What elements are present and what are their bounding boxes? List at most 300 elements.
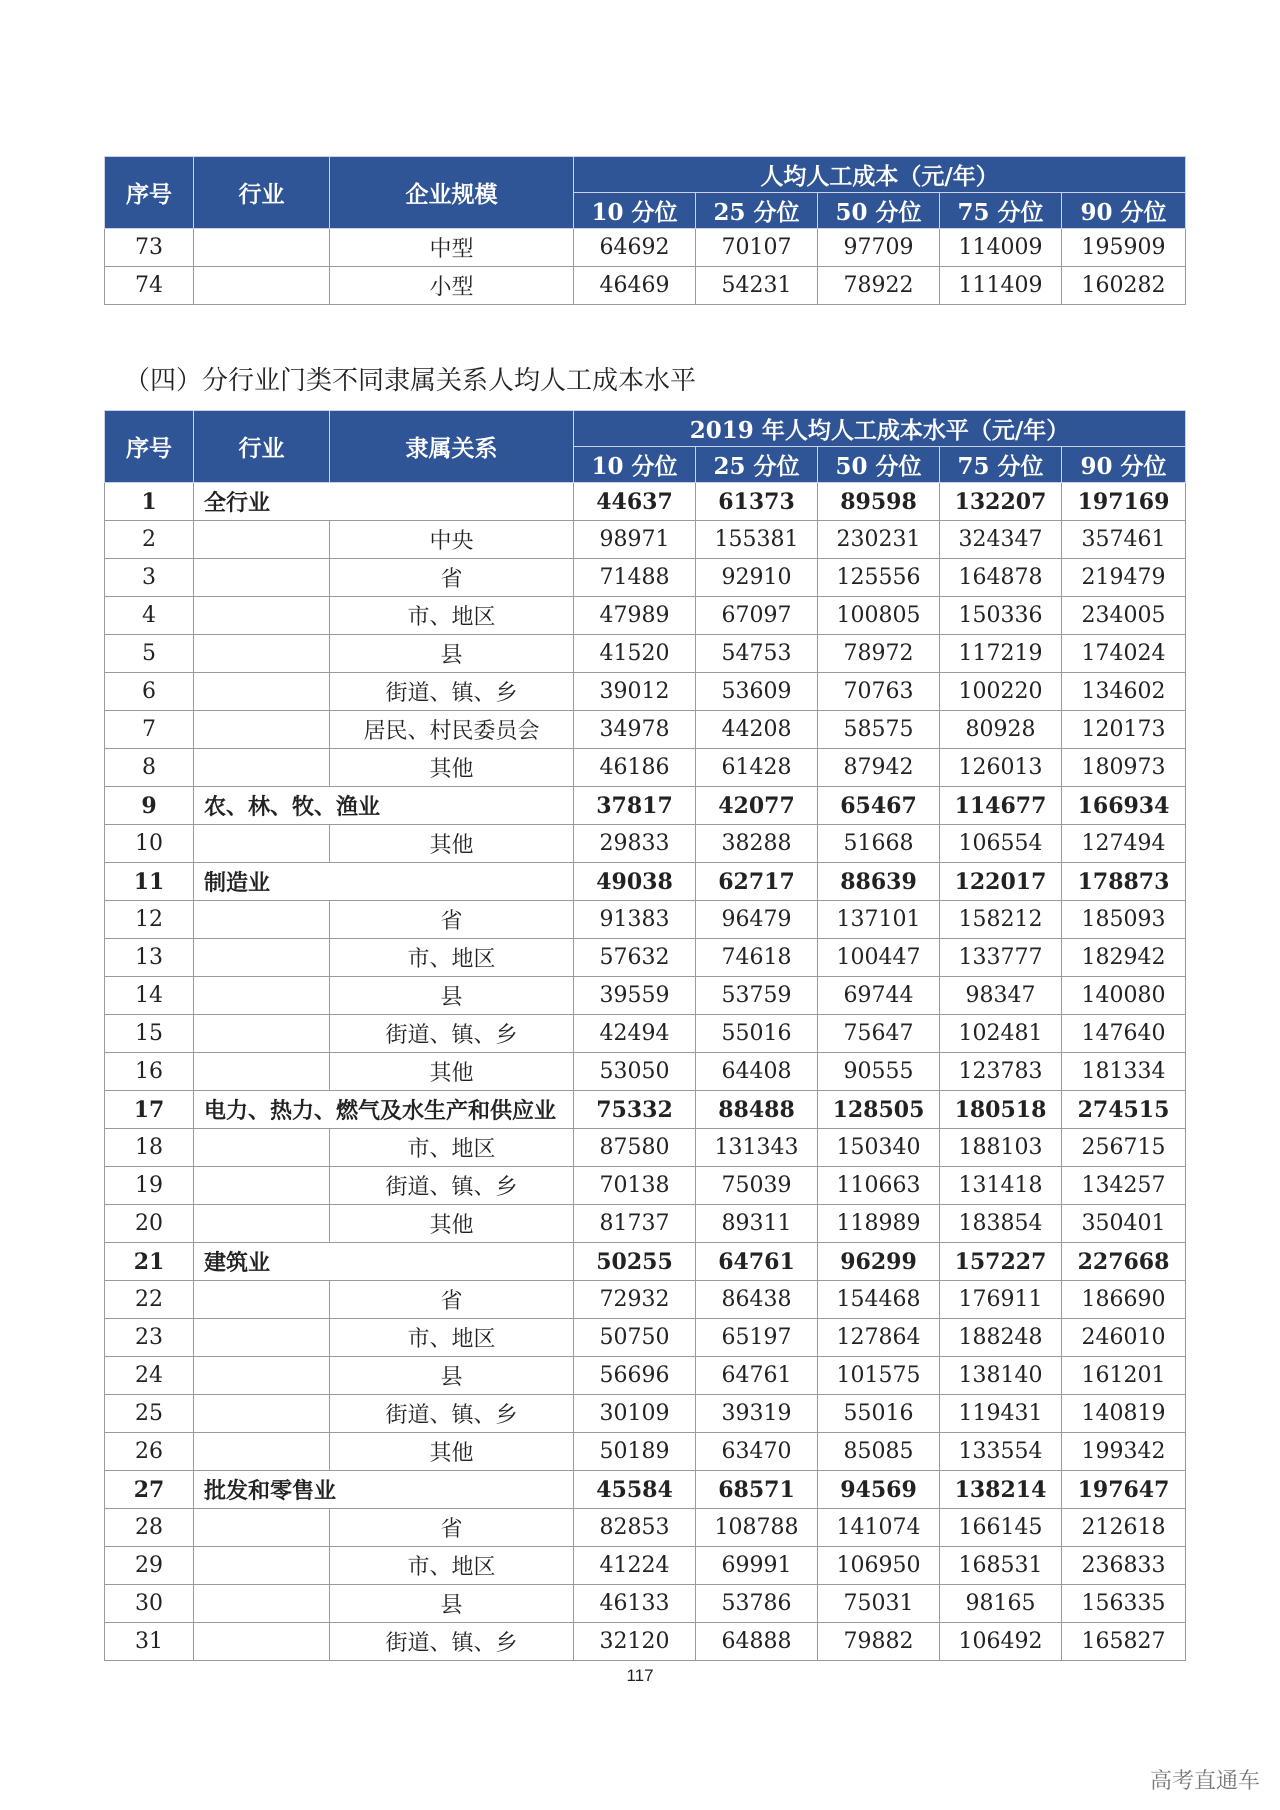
row-value-p90: 234005 [1062, 597, 1186, 635]
row-value-p75: 324347 [940, 521, 1062, 559]
row-industry: 批发和零售业 [194, 1471, 574, 1509]
row-value-p25: 54753 [696, 635, 818, 673]
row-group: 街道、镇、乡 [330, 1623, 574, 1661]
row-value-p25: 64761 [696, 1243, 818, 1281]
row-value-p75: 132207 [940, 483, 1062, 521]
row-value-p50: 87942 [818, 749, 940, 787]
row-value-p10: 50750 [574, 1319, 696, 1357]
row-value-p10: 41224 [574, 1547, 696, 1585]
row-value-p10: 34978 [574, 711, 696, 749]
row-group: 市、地区 [330, 1129, 574, 1167]
row-value-p25: 54231 [696, 267, 818, 305]
row-value-p50: 75031 [818, 1585, 940, 1623]
header-p10: 10 分位 [574, 447, 696, 483]
row-seq: 24 [105, 1357, 194, 1395]
row-group: 县 [330, 1357, 574, 1395]
enterprise-size-cost-table [104, 156, 1186, 305]
row-value-p25: 88488 [696, 1091, 818, 1129]
row-value-p10: 56696 [574, 1357, 696, 1395]
row-group: 街道、镇、乡 [330, 1395, 574, 1433]
row-seq: 14 [105, 977, 194, 1015]
table-row [105, 1357, 1186, 1395]
row-industry [194, 1319, 330, 1357]
row-value-p25: 155381 [696, 521, 818, 559]
row-industry [194, 559, 330, 597]
affiliation-cost-table [104, 410, 1186, 1661]
section-title: （四）分行业门类不同隶属关系人均人工成本水平 [124, 366, 697, 396]
row-seq: 30 [105, 1585, 194, 1623]
row-value-p50: 65467 [818, 787, 940, 825]
row-value-p10: 98971 [574, 521, 696, 559]
header-enterprise-size: 企业规模 [330, 157, 574, 229]
row-seq: 3 [105, 559, 194, 597]
row-value-p10: 87580 [574, 1129, 696, 1167]
row-value-p50: 51668 [818, 825, 940, 863]
row-value-p75: 166145 [940, 1509, 1062, 1547]
row-value-p50: 150340 [818, 1129, 940, 1167]
row-seq: 11 [105, 863, 194, 901]
row-industry: 电力、热力、燃气及水生产和供应业 [194, 1091, 574, 1129]
row-seq: 15 [105, 1015, 194, 1053]
row-value-p75: 168531 [940, 1547, 1062, 1585]
row-value-p50: 78922 [818, 267, 940, 305]
row-seq: 28 [105, 1509, 194, 1547]
row-value-p75: 100220 [940, 673, 1062, 711]
row-value-p75: 114009 [940, 229, 1062, 267]
row-value-p25: 67097 [696, 597, 818, 635]
row-industry [194, 1357, 330, 1395]
row-industry [194, 1167, 330, 1205]
row-value-p50: 154468 [818, 1281, 940, 1319]
row-value-p10: 75332 [574, 1091, 696, 1129]
row-value-p10: 50189 [574, 1433, 696, 1471]
row-value-p50: 137101 [818, 901, 940, 939]
row-group: 中央 [330, 521, 574, 559]
row-group: 市、地区 [330, 1547, 574, 1585]
row-group: 县 [330, 635, 574, 673]
row-industry [194, 1205, 330, 1243]
row-industry [194, 1015, 330, 1053]
row-value-p75: 158212 [940, 901, 1062, 939]
row-group: 居民、村民委员会 [330, 711, 574, 749]
row-group: 小型 [330, 267, 574, 305]
row-industry: 建筑业 [194, 1243, 574, 1281]
row-value-p25: 55016 [696, 1015, 818, 1053]
row-value-p90: 236833 [1062, 1547, 1186, 1585]
row-seq: 5 [105, 635, 194, 673]
header-cost-span: 人均人工成本（元/年） [574, 157, 1186, 193]
row-value-p90: 212618 [1062, 1509, 1186, 1547]
row-value-p75: 131418 [940, 1167, 1062, 1205]
table-row [105, 1623, 1186, 1661]
row-value-p25: 68571 [696, 1471, 818, 1509]
row-seq: 27 [105, 1471, 194, 1509]
table-row [105, 267, 1186, 305]
row-value-p10: 82853 [574, 1509, 696, 1547]
row-value-p90: 185093 [1062, 901, 1186, 939]
row-value-p50: 97709 [818, 229, 940, 267]
row-seq: 18 [105, 1129, 194, 1167]
row-value-p50: 230231 [818, 521, 940, 559]
row-value-p10: 47989 [574, 597, 696, 635]
row-value-p75: 98347 [940, 977, 1062, 1015]
row-industry [194, 1585, 330, 1623]
row-industry [194, 1509, 330, 1547]
row-group: 省 [330, 901, 574, 939]
header-p90: 90 分位 [1062, 193, 1186, 229]
row-value-p50: 58575 [818, 711, 940, 749]
row-seq: 19 [105, 1167, 194, 1205]
table-row [105, 1243, 1186, 1281]
row-group: 其他 [330, 1053, 574, 1091]
row-seq: 2 [105, 521, 194, 559]
table-row [105, 1167, 1186, 1205]
row-group: 市、地区 [330, 939, 574, 977]
row-industry [194, 1129, 330, 1167]
table-row [105, 597, 1186, 635]
table-row [105, 787, 1186, 825]
row-value-p75: 188103 [940, 1129, 1062, 1167]
table-row [105, 635, 1186, 673]
row-value-p10: 91383 [574, 901, 696, 939]
table-row [105, 863, 1186, 901]
row-industry [194, 711, 330, 749]
row-value-p75: 122017 [940, 863, 1062, 901]
row-value-p90: 199342 [1062, 1433, 1186, 1471]
row-value-p50: 106950 [818, 1547, 940, 1585]
row-value-p90: 165827 [1062, 1623, 1186, 1661]
row-value-p50: 128505 [818, 1091, 940, 1129]
table-row [105, 1509, 1186, 1547]
row-seq: 12 [105, 901, 194, 939]
row-group: 省 [330, 1281, 574, 1319]
row-value-p90: 350401 [1062, 1205, 1186, 1243]
row-value-p75: 188248 [940, 1319, 1062, 1357]
row-value-p50: 141074 [818, 1509, 940, 1547]
row-value-p90: 274515 [1062, 1091, 1186, 1129]
row-value-p25: 108788 [696, 1509, 818, 1547]
header-industry: 行业 [194, 157, 330, 229]
row-group: 县 [330, 977, 574, 1015]
row-value-p25: 86438 [696, 1281, 818, 1319]
row-value-p25: 53609 [696, 673, 818, 711]
row-industry [194, 939, 330, 977]
row-value-p90: 140819 [1062, 1395, 1186, 1433]
row-group: 街道、镇、乡 [330, 673, 574, 711]
row-group: 其他 [330, 825, 574, 863]
row-value-p50: 100805 [818, 597, 940, 635]
row-value-p25: 53759 [696, 977, 818, 1015]
row-seq: 73 [105, 229, 194, 267]
table-row [105, 825, 1186, 863]
row-value-p90: 227668 [1062, 1243, 1186, 1281]
row-value-p75: 176911 [940, 1281, 1062, 1319]
row-value-p75: 114677 [940, 787, 1062, 825]
row-industry [194, 1281, 330, 1319]
row-seq: 31 [105, 1623, 194, 1661]
row-value-p10: 39012 [574, 673, 696, 711]
row-value-p25: 44208 [696, 711, 818, 749]
row-group: 其他 [330, 1433, 574, 1471]
row-value-p10: 41520 [574, 635, 696, 673]
row-value-p10: 45584 [574, 1471, 696, 1509]
header-p25: 25 分位 [696, 447, 818, 483]
row-value-p90: 161201 [1062, 1357, 1186, 1395]
row-value-p25: 89311 [696, 1205, 818, 1243]
row-group: 街道、镇、乡 [330, 1015, 574, 1053]
row-value-p50: 70763 [818, 673, 940, 711]
row-seq: 29 [105, 1547, 194, 1585]
row-value-p25: 39319 [696, 1395, 818, 1433]
row-group: 其他 [330, 1205, 574, 1243]
row-value-p25: 69991 [696, 1547, 818, 1585]
row-value-p25: 64761 [696, 1357, 818, 1395]
header-cost-span: 2019 年人均人工成本水平（元/年） [574, 411, 1186, 447]
row-value-p75: 157227 [940, 1243, 1062, 1281]
table-row [105, 1053, 1186, 1091]
row-seq: 16 [105, 1053, 194, 1091]
table-row [105, 673, 1186, 711]
row-value-p90: 219479 [1062, 559, 1186, 597]
row-value-p25: 61428 [696, 749, 818, 787]
table-row [105, 1471, 1186, 1509]
table-row [105, 901, 1186, 939]
row-value-p75: 180518 [940, 1091, 1062, 1129]
row-value-p25: 62717 [696, 863, 818, 901]
row-value-p90: 357461 [1062, 521, 1186, 559]
row-value-p10: 46133 [574, 1585, 696, 1623]
table-row [105, 1547, 1186, 1585]
row-value-p50: 88639 [818, 863, 940, 901]
row-value-p75: 117219 [940, 635, 1062, 673]
row-value-p75: 133777 [940, 939, 1062, 977]
row-value-p10: 29833 [574, 825, 696, 863]
row-value-p75: 126013 [940, 749, 1062, 787]
row-industry [194, 267, 330, 305]
row-value-p75: 150336 [940, 597, 1062, 635]
row-value-p90: 246010 [1062, 1319, 1186, 1357]
row-group: 省 [330, 1509, 574, 1547]
row-seq: 1 [105, 483, 194, 521]
row-value-p50: 118989 [818, 1205, 940, 1243]
row-value-p90: 178873 [1062, 863, 1186, 901]
table-row [105, 1395, 1186, 1433]
header-seq: 序号 [105, 411, 194, 483]
row-value-p10: 50255 [574, 1243, 696, 1281]
row-industry [194, 749, 330, 787]
row-value-p10: 44637 [574, 483, 696, 521]
table-row [105, 1585, 1186, 1623]
table-row [105, 1015, 1186, 1053]
row-value-p25: 38288 [696, 825, 818, 863]
row-value-p90: 180973 [1062, 749, 1186, 787]
row-group: 街道、镇、乡 [330, 1167, 574, 1205]
row-value-p25: 42077 [696, 787, 818, 825]
row-value-p75: 119431 [940, 1395, 1062, 1433]
row-industry [194, 229, 330, 267]
row-value-p90: 256715 [1062, 1129, 1186, 1167]
row-value-p90: 147640 [1062, 1015, 1186, 1053]
row-value-p75: 80928 [940, 711, 1062, 749]
row-value-p75: 111409 [940, 267, 1062, 305]
row-value-p10: 71488 [574, 559, 696, 597]
row-value-p75: 164878 [940, 559, 1062, 597]
row-industry: 农、林、牧、渔业 [194, 787, 574, 825]
row-value-p90: 197169 [1062, 483, 1186, 521]
row-industry [194, 1433, 330, 1471]
row-value-p25: 65197 [696, 1319, 818, 1357]
row-value-p10: 42494 [574, 1015, 696, 1053]
row-seq: 4 [105, 597, 194, 635]
row-group: 市、地区 [330, 597, 574, 635]
row-value-p10: 30109 [574, 1395, 696, 1433]
row-value-p25: 75039 [696, 1167, 818, 1205]
row-value-p90: 182942 [1062, 939, 1186, 977]
row-value-p25: 70107 [696, 229, 818, 267]
row-value-p90: 140080 [1062, 977, 1186, 1015]
row-value-p25: 64888 [696, 1623, 818, 1661]
row-value-p75: 138140 [940, 1357, 1062, 1395]
row-value-p75: 133554 [940, 1433, 1062, 1471]
row-value-p25: 61373 [696, 483, 818, 521]
row-seq: 10 [105, 825, 194, 863]
row-value-p90: 197647 [1062, 1471, 1186, 1509]
row-industry [194, 635, 330, 673]
row-industry: 全行业 [194, 483, 574, 521]
row-seq: 74 [105, 267, 194, 305]
header-p10: 10 分位 [574, 193, 696, 229]
row-seq: 20 [105, 1205, 194, 1243]
row-seq: 17 [105, 1091, 194, 1129]
row-value-p75: 106554 [940, 825, 1062, 863]
row-value-p10: 49038 [574, 863, 696, 901]
row-value-p75: 106492 [940, 1623, 1062, 1661]
row-group: 县 [330, 1585, 574, 1623]
table-row [105, 521, 1186, 559]
header-industry: 行业 [194, 411, 330, 483]
row-value-p10: 81737 [574, 1205, 696, 1243]
row-value-p10: 46186 [574, 749, 696, 787]
row-group: 市、地区 [330, 1319, 574, 1357]
row-value-p75: 183854 [940, 1205, 1062, 1243]
row-value-p10: 57632 [574, 939, 696, 977]
row-value-p25: 96479 [696, 901, 818, 939]
row-industry [194, 673, 330, 711]
header-p50: 50 分位 [818, 447, 940, 483]
row-value-p90: 174024 [1062, 635, 1186, 673]
row-group: 省 [330, 559, 574, 597]
table-row [105, 977, 1186, 1015]
row-value-p50: 110663 [818, 1167, 940, 1205]
header-p75: 75 分位 [940, 193, 1062, 229]
row-industry [194, 1623, 330, 1661]
row-value-p10: 72932 [574, 1281, 696, 1319]
row-seq: 26 [105, 1433, 194, 1471]
row-industry [194, 977, 330, 1015]
row-group: 其他 [330, 749, 574, 787]
row-seq: 9 [105, 787, 194, 825]
row-industry [194, 597, 330, 635]
row-value-p75: 138214 [940, 1471, 1062, 1509]
row-value-p50: 89598 [818, 483, 940, 521]
row-value-p90: 166934 [1062, 787, 1186, 825]
table-row [105, 1205, 1186, 1243]
header-p90: 90 分位 [1062, 447, 1186, 483]
row-value-p50: 75647 [818, 1015, 940, 1053]
row-value-p90: 156335 [1062, 1585, 1186, 1623]
row-seq: 7 [105, 711, 194, 749]
row-value-p10: 53050 [574, 1053, 696, 1091]
row-value-p10: 32120 [574, 1623, 696, 1661]
table-row [105, 1129, 1186, 1167]
table-row [105, 1091, 1186, 1129]
table-row [105, 711, 1186, 749]
row-value-p90: 127494 [1062, 825, 1186, 863]
row-value-p25: 64408 [696, 1053, 818, 1091]
table-row [105, 749, 1186, 787]
row-seq: 22 [105, 1281, 194, 1319]
row-seq: 13 [105, 939, 194, 977]
row-value-p50: 101575 [818, 1357, 940, 1395]
header-affiliation: 隶属关系 [330, 411, 574, 483]
table-row [105, 559, 1186, 597]
row-seq: 6 [105, 673, 194, 711]
row-value-p25: 63470 [696, 1433, 818, 1471]
row-group: 中型 [330, 229, 574, 267]
row-industry [194, 1395, 330, 1433]
row-value-p10: 39559 [574, 977, 696, 1015]
header-p25: 25 分位 [696, 193, 818, 229]
row-value-p50: 69744 [818, 977, 940, 1015]
row-value-p90: 195909 [1062, 229, 1186, 267]
row-value-p50: 125556 [818, 559, 940, 597]
row-industry [194, 1053, 330, 1091]
row-value-p10: 46469 [574, 267, 696, 305]
header-p50: 50 分位 [818, 193, 940, 229]
row-value-p75: 123783 [940, 1053, 1062, 1091]
row-value-p50: 127864 [818, 1319, 940, 1357]
row-value-p10: 64692 [574, 229, 696, 267]
row-seq: 23 [105, 1319, 194, 1357]
row-industry [194, 825, 330, 863]
page-number: 117 [626, 1666, 654, 1685]
row-value-p90: 160282 [1062, 267, 1186, 305]
row-value-p50: 55016 [818, 1395, 940, 1433]
row-value-p90: 186690 [1062, 1281, 1186, 1319]
row-value-p50: 85085 [818, 1433, 940, 1471]
row-value-p90: 134257 [1062, 1167, 1186, 1205]
table-row [105, 939, 1186, 977]
table-row [105, 1319, 1186, 1357]
row-value-p50: 78972 [818, 635, 940, 673]
row-seq: 21 [105, 1243, 194, 1281]
watermark-text: 高考直通车 [1149, 1769, 1260, 1794]
row-value-p50: 96299 [818, 1243, 940, 1281]
row-value-p90: 134602 [1062, 673, 1186, 711]
row-value-p10: 37817 [574, 787, 696, 825]
row-value-p25: 92910 [696, 559, 818, 597]
row-value-p50: 94569 [818, 1471, 940, 1509]
header-p75: 75 分位 [940, 447, 1062, 483]
row-industry [194, 901, 330, 939]
row-value-p50: 90555 [818, 1053, 940, 1091]
table-row [105, 1281, 1186, 1319]
row-value-p90: 120173 [1062, 711, 1186, 749]
table-row [105, 483, 1186, 521]
row-industry [194, 521, 330, 559]
row-value-p50: 100447 [818, 939, 940, 977]
row-value-p90: 181334 [1062, 1053, 1186, 1091]
